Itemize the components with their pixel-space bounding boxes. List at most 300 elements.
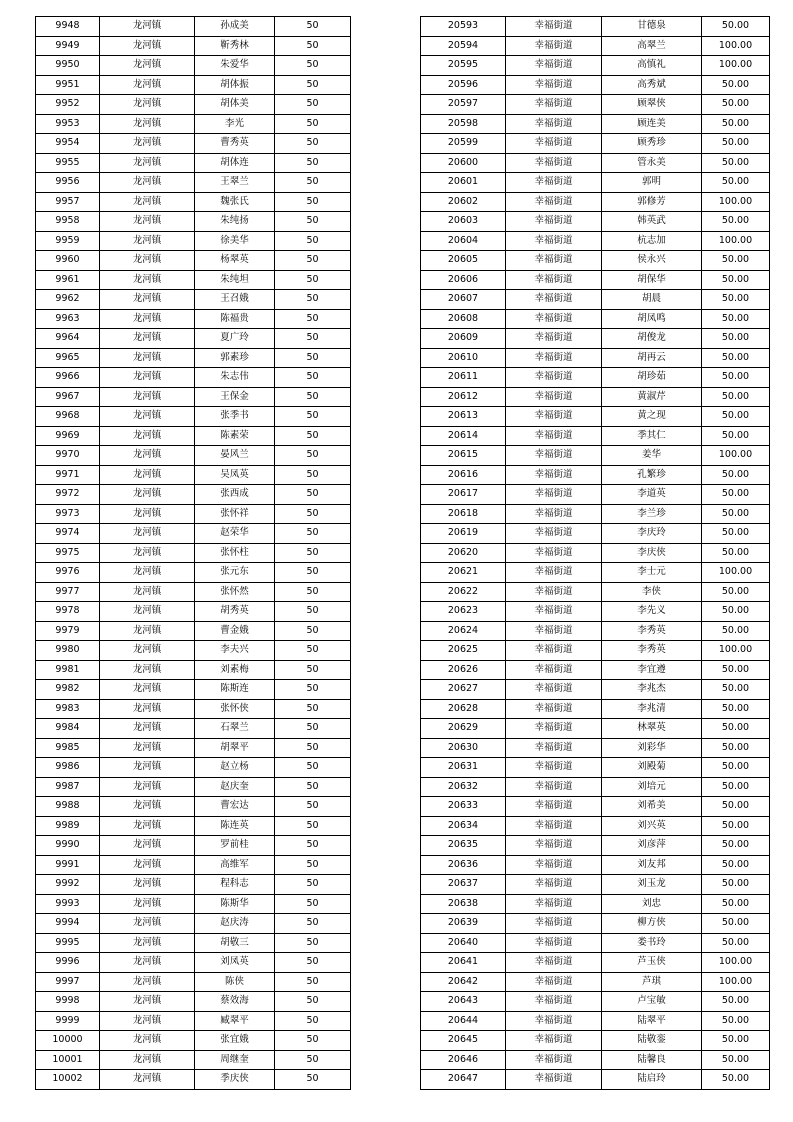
table-row (36, 212, 351, 232)
cell-town: 幸福街道 (506, 563, 602, 583)
cell-town: 龙河镇 (100, 797, 195, 817)
cell-town: 龙河镇 (100, 387, 195, 407)
cell-amount: 50.00 (702, 738, 770, 758)
cell-id: 9986 (36, 758, 100, 778)
cell-amount: 100.00 (702, 36, 770, 56)
cell-town: 幸福街道 (506, 758, 602, 778)
cell-amount: 50 (275, 680, 351, 700)
cell-id: 9981 (36, 660, 100, 680)
cell-name: 孔繁珍 (602, 465, 702, 485)
cell-id: 9968 (36, 407, 100, 427)
table-row (36, 153, 351, 173)
cell-name: 李侠 (602, 582, 702, 602)
cell-town: 龙河镇 (100, 777, 195, 797)
cell-town: 龙河镇 (100, 719, 195, 739)
cell-id: 10000 (36, 1031, 100, 1051)
cell-name: 高维军 (195, 855, 275, 875)
table-row (421, 836, 770, 856)
cell-amount: 50 (275, 192, 351, 212)
cell-amount: 50.00 (702, 582, 770, 602)
cell-amount: 50 (275, 660, 351, 680)
cell-name: 芦玉侠 (602, 953, 702, 973)
cell-town: 龙河镇 (100, 36, 195, 56)
cell-town: 幸福街道 (506, 56, 602, 76)
cell-amount: 50.00 (702, 134, 770, 154)
cell-amount: 50.00 (702, 914, 770, 934)
cell-name: 胡晨 (602, 290, 702, 310)
cell-town: 龙河镇 (100, 348, 195, 368)
cell-id: 9969 (36, 426, 100, 446)
table-row (36, 602, 351, 622)
cell-town: 幸福街道 (506, 582, 602, 602)
cell-town: 龙河镇 (100, 485, 195, 505)
cell-amount: 50.00 (702, 465, 770, 485)
table-row (421, 660, 770, 680)
cell-id: 10001 (36, 1050, 100, 1070)
table-row (421, 192, 770, 212)
cell-amount: 50.00 (702, 407, 770, 427)
cell-amount: 50 (275, 1031, 351, 1051)
cell-amount: 50.00 (702, 348, 770, 368)
cell-town: 幸福街道 (506, 309, 602, 329)
cell-name: 张元东 (195, 563, 275, 583)
cell-id: 9991 (36, 855, 100, 875)
cell-id: 9985 (36, 738, 100, 758)
cell-town: 龙河镇 (100, 407, 195, 427)
cell-amount: 50 (275, 309, 351, 329)
cell-amount: 50.00 (702, 777, 770, 797)
cell-id: 20612 (421, 387, 506, 407)
cell-id: 20625 (421, 641, 506, 661)
cell-name: 胡俊龙 (602, 329, 702, 349)
cell-id: 20606 (421, 270, 506, 290)
cell-id: 20618 (421, 504, 506, 524)
cell-town: 龙河镇 (100, 621, 195, 641)
cell-id: 9967 (36, 387, 100, 407)
cell-amount: 50 (275, 875, 351, 895)
cell-amount: 50 (275, 36, 351, 56)
cell-id: 10002 (36, 1070, 100, 1090)
table-row (421, 426, 770, 446)
table-row (36, 972, 351, 992)
cell-id: 20614 (421, 426, 506, 446)
cell-id: 9959 (36, 231, 100, 251)
cell-town: 龙河镇 (100, 270, 195, 290)
cell-town: 幸福街道 (506, 719, 602, 739)
cell-id: 20644 (421, 1011, 506, 1031)
cell-id: 20594 (421, 36, 506, 56)
cell-amount: 50 (275, 75, 351, 95)
cell-amount: 50.00 (702, 1050, 770, 1070)
cell-id: 9956 (36, 173, 100, 193)
table-row (421, 95, 770, 115)
cell-id: 20637 (421, 875, 506, 895)
cell-amount: 50 (275, 953, 351, 973)
cell-name: 朱纯坦 (195, 270, 275, 290)
cell-amount: 50 (275, 1070, 351, 1090)
cell-name: 周继奎 (195, 1050, 275, 1070)
cell-amount: 50.00 (702, 719, 770, 739)
cell-id: 9993 (36, 894, 100, 914)
cell-amount: 50 (275, 582, 351, 602)
cell-name: 柳方侠 (602, 914, 702, 934)
cell-name: 高慎礼 (602, 56, 702, 76)
cell-amount: 50.00 (702, 17, 770, 37)
table-row (36, 446, 351, 466)
cell-amount: 50 (275, 543, 351, 563)
cell-id: 20629 (421, 719, 506, 739)
cell-amount: 100.00 (702, 641, 770, 661)
cell-id: 20626 (421, 660, 506, 680)
cell-town: 幸福街道 (506, 1011, 602, 1031)
cell-name: 王保金 (195, 387, 275, 407)
table-row (421, 641, 770, 661)
cell-town: 幸福街道 (506, 36, 602, 56)
cell-town: 龙河镇 (100, 368, 195, 388)
cell-town: 幸福街道 (506, 602, 602, 622)
table-row (36, 738, 351, 758)
cell-town: 幸福街道 (506, 777, 602, 797)
cell-id: 20619 (421, 524, 506, 544)
table-row (421, 231, 770, 251)
cell-amount: 100.00 (702, 446, 770, 466)
cell-town: 龙河镇 (100, 446, 195, 466)
cell-name: 朱爱华 (195, 56, 275, 76)
cell-id: 20638 (421, 894, 506, 914)
cell-id: 9998 (36, 992, 100, 1012)
cell-name: 韩英武 (602, 212, 702, 232)
cell-amount: 50.00 (702, 894, 770, 914)
cell-name: 顾翠侠 (602, 95, 702, 115)
cell-name: 张怀侠 (195, 699, 275, 719)
cell-name: 李宜遵 (602, 660, 702, 680)
cell-id: 20624 (421, 621, 506, 641)
cell-id: 9990 (36, 836, 100, 856)
table-row (36, 368, 351, 388)
cell-name: 李秀英 (602, 641, 702, 661)
cell-id: 20621 (421, 563, 506, 583)
table-row (421, 699, 770, 719)
cell-amount: 50 (275, 134, 351, 154)
cell-id: 9978 (36, 602, 100, 622)
cell-id: 9948 (36, 17, 100, 37)
cell-name: 陈斯连 (195, 680, 275, 700)
cell-id: 20597 (421, 95, 506, 115)
table-row (421, 212, 770, 232)
cell-town: 龙河镇 (100, 290, 195, 310)
cell-name: 侯永兴 (602, 251, 702, 271)
cell-amount: 50.00 (702, 95, 770, 115)
table-row (36, 758, 351, 778)
table-row (36, 855, 351, 875)
cell-town: 幸福街道 (506, 251, 602, 271)
table-row (36, 192, 351, 212)
cell-name: 张西成 (195, 485, 275, 505)
cell-town: 龙河镇 (100, 641, 195, 661)
cell-amount: 50 (275, 972, 351, 992)
table-row (421, 1050, 770, 1070)
cell-name: 林翠英 (602, 719, 702, 739)
cell-town: 龙河镇 (100, 543, 195, 563)
cell-town: 龙河镇 (100, 17, 195, 37)
cell-amount: 100.00 (702, 231, 770, 251)
cell-town: 龙河镇 (100, 309, 195, 329)
cell-town: 幸福街道 (506, 699, 602, 719)
cell-town: 幸福街道 (506, 524, 602, 544)
table-row (421, 309, 770, 329)
cell-id: 9996 (36, 953, 100, 973)
cell-name: 徐美华 (195, 231, 275, 251)
table-row (421, 953, 770, 973)
cell-amount: 50 (275, 348, 351, 368)
cell-id: 20635 (421, 836, 506, 856)
table-row (36, 1070, 351, 1090)
cell-amount: 50 (275, 504, 351, 524)
cell-id: 9954 (36, 134, 100, 154)
table-row (36, 309, 351, 329)
table-row (36, 1031, 351, 1051)
cell-id: 9961 (36, 270, 100, 290)
table-row (36, 231, 351, 251)
cell-town: 龙河镇 (100, 212, 195, 232)
cell-amount: 50.00 (702, 212, 770, 232)
cell-name: 程科志 (195, 875, 275, 895)
table-row (421, 114, 770, 134)
cell-town: 幸福街道 (506, 290, 602, 310)
table-row (421, 758, 770, 778)
table-row (421, 153, 770, 173)
table-row (36, 660, 351, 680)
cell-town: 龙河镇 (100, 231, 195, 251)
cell-id: 20620 (421, 543, 506, 563)
cell-town: 幸福街道 (506, 738, 602, 758)
table-row (421, 543, 770, 563)
table-row (36, 465, 351, 485)
cell-town: 幸福街道 (506, 1070, 602, 1090)
cell-name: 胡翠平 (195, 738, 275, 758)
cell-town: 幸福街道 (506, 231, 602, 251)
cell-town: 龙河镇 (100, 524, 195, 544)
cell-town: 幸福街道 (506, 485, 602, 505)
cell-town: 幸福街道 (506, 212, 602, 232)
table-row (36, 485, 351, 505)
cell-name: 朱志伟 (195, 368, 275, 388)
table-row (36, 719, 351, 739)
table-row (421, 972, 770, 992)
cell-amount: 50.00 (702, 485, 770, 505)
right-table (420, 16, 770, 1090)
cell-name: 王召娥 (195, 290, 275, 310)
table-row (421, 621, 770, 641)
cell-id: 9951 (36, 75, 100, 95)
table-row (36, 992, 351, 1012)
table-row (421, 173, 770, 193)
cell-name: 李士元 (602, 563, 702, 583)
cell-name: 陈斯华 (195, 894, 275, 914)
table-row (421, 738, 770, 758)
table-row (36, 914, 351, 934)
cell-amount: 50 (275, 992, 351, 1012)
cell-town: 幸福街道 (506, 894, 602, 914)
cell-town: 龙河镇 (100, 758, 195, 778)
cell-id: 20628 (421, 699, 506, 719)
table-row (36, 75, 351, 95)
cell-id: 9957 (36, 192, 100, 212)
cell-amount: 50 (275, 836, 351, 856)
cell-name: 胡再云 (602, 348, 702, 368)
cell-amount: 50.00 (702, 543, 770, 563)
table-row (36, 504, 351, 524)
cell-id: 9965 (36, 348, 100, 368)
cell-amount: 50 (275, 1050, 351, 1070)
cell-id: 9960 (36, 251, 100, 271)
cell-id: 20604 (421, 231, 506, 251)
cell-town: 龙河镇 (100, 426, 195, 446)
cell-town: 幸福街道 (506, 1031, 602, 1051)
cell-town: 幸福街道 (506, 407, 602, 427)
table-row (36, 270, 351, 290)
table-row (36, 36, 351, 56)
table-row (36, 894, 351, 914)
cell-amount: 50 (275, 738, 351, 758)
cell-name: 李兆杰 (602, 680, 702, 700)
cell-amount: 50 (275, 153, 351, 173)
table-row (36, 777, 351, 797)
cell-name: 曹秀英 (195, 134, 275, 154)
cell-id: 9963 (36, 309, 100, 329)
table-row (421, 368, 770, 388)
cell-town: 龙河镇 (100, 1070, 195, 1090)
table-row (36, 563, 351, 583)
cell-amount: 50.00 (702, 933, 770, 953)
table-row (421, 602, 770, 622)
cell-town: 幸福街道 (506, 446, 602, 466)
cell-id: 20646 (421, 1050, 506, 1070)
cell-town: 龙河镇 (100, 329, 195, 349)
cell-name: 胡珍茹 (602, 368, 702, 388)
cell-amount: 50 (275, 699, 351, 719)
table-row (421, 75, 770, 95)
cell-name: 孙成美 (195, 17, 275, 37)
cell-name: 顾连美 (602, 114, 702, 134)
table-row (421, 1011, 770, 1031)
right-table-body (421, 17, 770, 1090)
table-row (421, 524, 770, 544)
table-row (36, 953, 351, 973)
cell-town: 龙河镇 (100, 699, 195, 719)
cell-id: 20622 (421, 582, 506, 602)
cell-id: 20599 (421, 134, 506, 154)
cell-name: 芦琪 (602, 972, 702, 992)
cell-town: 龙河镇 (100, 738, 195, 758)
cell-town: 幸福街道 (506, 368, 602, 388)
cell-amount: 50 (275, 485, 351, 505)
cell-id: 20602 (421, 192, 506, 212)
cell-id: 9966 (36, 368, 100, 388)
table-row (421, 290, 770, 310)
cell-id: 20636 (421, 855, 506, 875)
cell-amount: 50.00 (702, 992, 770, 1012)
cell-name: 刘殿菊 (602, 758, 702, 778)
cell-id: 9983 (36, 699, 100, 719)
cell-amount: 50 (275, 407, 351, 427)
cell-name: 郭明 (602, 173, 702, 193)
cell-id: 9955 (36, 153, 100, 173)
cell-name: 张怀然 (195, 582, 275, 602)
table-row (421, 1031, 770, 1051)
cell-amount: 50 (275, 426, 351, 446)
table-row (36, 1050, 351, 1070)
cell-name: 张怀柱 (195, 543, 275, 563)
cell-town: 幸福街道 (506, 855, 602, 875)
cell-name: 臧翠平 (195, 1011, 275, 1031)
cell-name: 郭修芳 (602, 192, 702, 212)
cell-amount: 50.00 (702, 329, 770, 349)
cell-name: 刘忠 (602, 894, 702, 914)
cell-name: 晏风兰 (195, 446, 275, 466)
cell-town: 龙河镇 (100, 192, 195, 212)
cell-amount: 50 (275, 641, 351, 661)
cell-amount: 50 (275, 758, 351, 778)
table-row (421, 251, 770, 271)
cell-town: 幸福街道 (506, 387, 602, 407)
cell-amount: 50 (275, 114, 351, 134)
cell-name: 胡凤鸣 (602, 309, 702, 329)
cell-name: 李先义 (602, 602, 702, 622)
cell-town: 幸福街道 (506, 426, 602, 446)
cell-name: 姜华 (602, 446, 702, 466)
cell-amount: 50.00 (702, 836, 770, 856)
table-row (421, 329, 770, 349)
cell-town: 幸福街道 (506, 75, 602, 95)
table-row (421, 855, 770, 875)
table-row (36, 387, 351, 407)
cell-amount: 50.00 (702, 387, 770, 407)
cell-name: 张季书 (195, 407, 275, 427)
cell-amount: 100.00 (702, 563, 770, 583)
table-row (36, 134, 351, 154)
cell-amount: 50.00 (702, 251, 770, 271)
cell-name: 季其仁 (602, 426, 702, 446)
table-row (421, 407, 770, 427)
table-row (36, 95, 351, 115)
cell-id: 9958 (36, 212, 100, 232)
cell-id: 9984 (36, 719, 100, 739)
cell-name: 刘彩华 (602, 738, 702, 758)
cell-id: 9974 (36, 524, 100, 544)
cell-town: 龙河镇 (100, 75, 195, 95)
cell-amount: 50.00 (702, 114, 770, 134)
cell-town: 幸福街道 (506, 914, 602, 934)
cell-amount: 50 (275, 270, 351, 290)
cell-name: 夏广玲 (195, 329, 275, 349)
cell-amount: 50.00 (702, 1070, 770, 1090)
table-row (36, 56, 351, 76)
cell-id: 9953 (36, 114, 100, 134)
cell-town: 龙河镇 (100, 680, 195, 700)
cell-name: 陆启玲 (602, 1070, 702, 1090)
table-row (36, 582, 351, 602)
cell-name: 顾秀珍 (602, 134, 702, 154)
cell-town: 幸福街道 (506, 270, 602, 290)
cell-town: 幸福街道 (506, 348, 602, 368)
table-row (36, 699, 351, 719)
cell-amount: 50.00 (702, 855, 770, 875)
cell-name: 刘希美 (602, 797, 702, 817)
cell-town: 龙河镇 (100, 660, 195, 680)
cell-id: 20595 (421, 56, 506, 76)
cell-id: 20605 (421, 251, 506, 271)
